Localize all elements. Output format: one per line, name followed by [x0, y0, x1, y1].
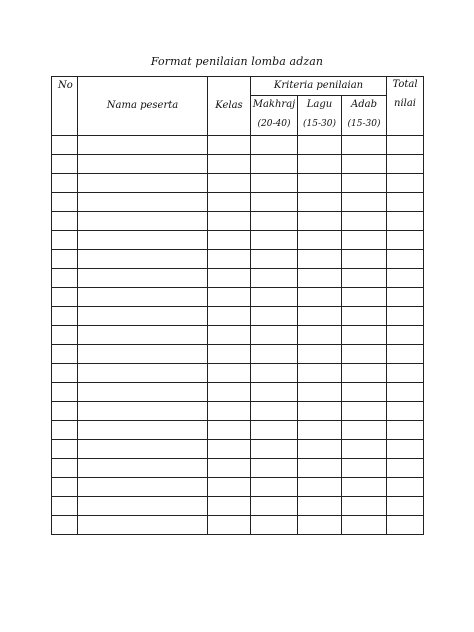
cell-adab — [342, 155, 387, 174]
cell-no — [52, 421, 78, 440]
cell-lagu — [298, 516, 342, 535]
cell-kelas — [208, 421, 251, 440]
assessment-table — [51, 76, 424, 535]
cell-lagu — [298, 231, 342, 250]
cell-no — [52, 212, 78, 231]
cell-kelas — [208, 497, 251, 516]
cell-lagu — [298, 345, 342, 364]
cell-makhraj — [251, 174, 298, 193]
table-row — [52, 307, 424, 326]
cell-no — [52, 174, 78, 193]
table-body — [52, 136, 424, 535]
header-total-line2: nilai — [394, 98, 416, 109]
header-makhraj-range: (20-40) — [257, 119, 291, 129]
header-row-1 — [52, 77, 424, 96]
cell-makhraj — [251, 155, 298, 174]
table-row — [52, 136, 424, 155]
cell-adab — [342, 345, 387, 364]
cell-nama-peserta — [78, 516, 208, 535]
cell-total-nilai — [387, 155, 424, 174]
cell-kelas — [208, 136, 251, 155]
cell-kelas — [208, 193, 251, 212]
cell-lagu — [298, 383, 342, 402]
table-row — [52, 383, 424, 402]
cell-makhraj — [251, 231, 298, 250]
cell-lagu — [298, 288, 342, 307]
cell-makhraj — [251, 212, 298, 231]
cell-total-nilai — [387, 402, 424, 421]
table-row — [52, 516, 424, 535]
table-row — [52, 231, 424, 250]
cell-no — [52, 497, 78, 516]
header-total-line1: Total — [392, 79, 418, 90]
cell-makhraj — [251, 269, 298, 288]
cell-kelas — [208, 459, 251, 478]
cell-lagu — [298, 421, 342, 440]
table-row — [52, 364, 424, 383]
cell-total-nilai — [387, 383, 424, 402]
cell-kelas — [208, 288, 251, 307]
cell-makhraj — [251, 459, 298, 478]
cell-adab — [342, 212, 387, 231]
cell-lagu — [298, 269, 342, 288]
cell-nama-peserta — [78, 136, 208, 155]
cell-no — [52, 459, 78, 478]
cell-adab — [342, 478, 387, 497]
document-title: Format penilaian lomba adzan — [150, 55, 324, 68]
cell-nama-peserta — [78, 402, 208, 421]
table-row — [52, 288, 424, 307]
cell-nama-peserta — [78, 421, 208, 440]
cell-adab — [342, 288, 387, 307]
cell-makhraj — [251, 402, 298, 421]
cell-no — [52, 345, 78, 364]
cell-nama-peserta — [78, 345, 208, 364]
header-kelas: Kelas — [208, 77, 251, 136]
cell-nama-peserta — [78, 440, 208, 459]
cell-total-nilai — [387, 136, 424, 155]
header-lagu — [298, 96, 342, 136]
table-row — [52, 155, 424, 174]
cell-kelas — [208, 174, 251, 193]
table-row — [52, 402, 424, 421]
cell-no — [52, 402, 78, 421]
cell-kelas — [208, 516, 251, 535]
cell-total-nilai — [387, 516, 424, 535]
cell-adab — [342, 250, 387, 269]
cell-adab — [342, 136, 387, 155]
cell-adab — [342, 421, 387, 440]
table-row — [52, 326, 424, 345]
cell-adab — [342, 307, 387, 326]
cell-no — [52, 136, 78, 155]
table-row — [52, 193, 424, 212]
cell-nama-peserta — [78, 383, 208, 402]
cell-total-nilai — [387, 421, 424, 440]
cell-makhraj — [251, 364, 298, 383]
cell-no — [52, 250, 78, 269]
header-total-nilai — [387, 77, 424, 136]
cell-lagu — [298, 478, 342, 497]
table-row — [52, 421, 424, 440]
cell-kelas — [208, 326, 251, 345]
table-row — [52, 345, 424, 364]
header-no: No — [52, 77, 78, 136]
cell-nama-peserta — [78, 307, 208, 326]
cell-makhraj — [251, 421, 298, 440]
cell-lagu — [298, 193, 342, 212]
cell-kelas — [208, 269, 251, 288]
cell-makhraj — [251, 136, 298, 155]
header-adab — [342, 96, 387, 136]
cell-kelas — [208, 383, 251, 402]
cell-adab — [342, 383, 387, 402]
cell-makhraj — [251, 516, 298, 535]
cell-kelas — [208, 345, 251, 364]
cell-lagu — [298, 174, 342, 193]
cell-total-nilai — [387, 231, 424, 250]
cell-nama-peserta — [78, 231, 208, 250]
cell-makhraj — [251, 383, 298, 402]
cell-lagu — [298, 212, 342, 231]
cell-no — [52, 478, 78, 497]
table-row — [52, 212, 424, 231]
cell-kelas — [208, 478, 251, 497]
cell-kelas — [208, 231, 251, 250]
cell-nama-peserta — [78, 497, 208, 516]
cell-total-nilai — [387, 288, 424, 307]
header-adab-range: (15-30) — [347, 119, 381, 129]
cell-total-nilai — [387, 364, 424, 383]
cell-nama-peserta — [78, 269, 208, 288]
cell-makhraj — [251, 345, 298, 364]
cell-total-nilai — [387, 307, 424, 326]
cell-total-nilai — [387, 326, 424, 345]
cell-nama-peserta — [78, 193, 208, 212]
cell-makhraj — [251, 193, 298, 212]
table-row — [52, 440, 424, 459]
cell-no — [52, 193, 78, 212]
cell-nama-peserta — [78, 288, 208, 307]
cell-adab — [342, 364, 387, 383]
cell-nama-peserta — [78, 212, 208, 231]
cell-total-nilai — [387, 212, 424, 231]
cell-adab — [342, 231, 387, 250]
cell-nama-peserta — [78, 174, 208, 193]
cell-total-nilai — [387, 193, 424, 212]
header-nama-peserta: Nama peserta — [78, 77, 208, 136]
cell-nama-peserta — [78, 478, 208, 497]
cell-total-nilai — [387, 345, 424, 364]
cell-kelas — [208, 364, 251, 383]
cell-adab — [342, 174, 387, 193]
table-row — [52, 250, 424, 269]
cell-no — [52, 440, 78, 459]
cell-adab — [342, 459, 387, 478]
table-row — [52, 459, 424, 478]
cell-adab — [342, 269, 387, 288]
header-adab-label: Adab — [351, 99, 377, 110]
cell-makhraj — [251, 440, 298, 459]
cell-nama-peserta — [78, 155, 208, 174]
cell-lagu — [298, 307, 342, 326]
cell-lagu — [298, 364, 342, 383]
cell-lagu — [298, 250, 342, 269]
cell-adab — [342, 497, 387, 516]
cell-no — [52, 383, 78, 402]
cell-lagu — [298, 459, 342, 478]
cell-no — [52, 516, 78, 535]
cell-no — [52, 364, 78, 383]
cell-kelas — [208, 402, 251, 421]
table-row — [52, 497, 424, 516]
cell-no — [52, 307, 78, 326]
cell-adab — [342, 516, 387, 535]
cell-adab — [342, 326, 387, 345]
header-makhraj-label: Makhraj — [252, 99, 296, 110]
cell-lagu — [298, 155, 342, 174]
cell-no — [52, 288, 78, 307]
cell-lagu — [298, 440, 342, 459]
cell-nama-peserta — [78, 459, 208, 478]
cell-no — [52, 231, 78, 250]
cell-makhraj — [251, 288, 298, 307]
cell-lagu — [298, 136, 342, 155]
cell-no — [52, 269, 78, 288]
cell-no — [52, 155, 78, 174]
cell-total-nilai — [387, 459, 424, 478]
table-row — [52, 269, 424, 288]
cell-lagu — [298, 402, 342, 421]
table-row — [52, 478, 424, 497]
cell-lagu — [298, 326, 342, 345]
cell-total-nilai — [387, 497, 424, 516]
cell-no — [52, 326, 78, 345]
cell-makhraj — [251, 250, 298, 269]
cell-adab — [342, 440, 387, 459]
cell-lagu — [298, 497, 342, 516]
header-kriteria-penilaian: Kriteria penilaian — [251, 77, 387, 96]
cell-kelas — [208, 440, 251, 459]
cell-total-nilai — [387, 269, 424, 288]
cell-kelas — [208, 250, 251, 269]
table-row — [52, 174, 424, 193]
cell-nama-peserta — [78, 364, 208, 383]
cell-nama-peserta — [78, 326, 208, 345]
cell-adab — [342, 402, 387, 421]
cell-total-nilai — [387, 250, 424, 269]
cell-makhraj — [251, 497, 298, 516]
cell-kelas — [208, 307, 251, 326]
cell-total-nilai — [387, 440, 424, 459]
cell-kelas — [208, 155, 251, 174]
cell-makhraj — [251, 307, 298, 326]
cell-kelas — [208, 212, 251, 231]
cell-total-nilai — [387, 174, 424, 193]
cell-makhraj — [251, 478, 298, 497]
cell-total-nilai — [387, 478, 424, 497]
header-lagu-label: Lagu — [306, 99, 333, 110]
cell-makhraj — [251, 326, 298, 345]
cell-adab — [342, 193, 387, 212]
header-makhraj — [251, 96, 298, 136]
header-lagu-range: (15-30) — [303, 119, 336, 129]
cell-nama-peserta — [78, 250, 208, 269]
